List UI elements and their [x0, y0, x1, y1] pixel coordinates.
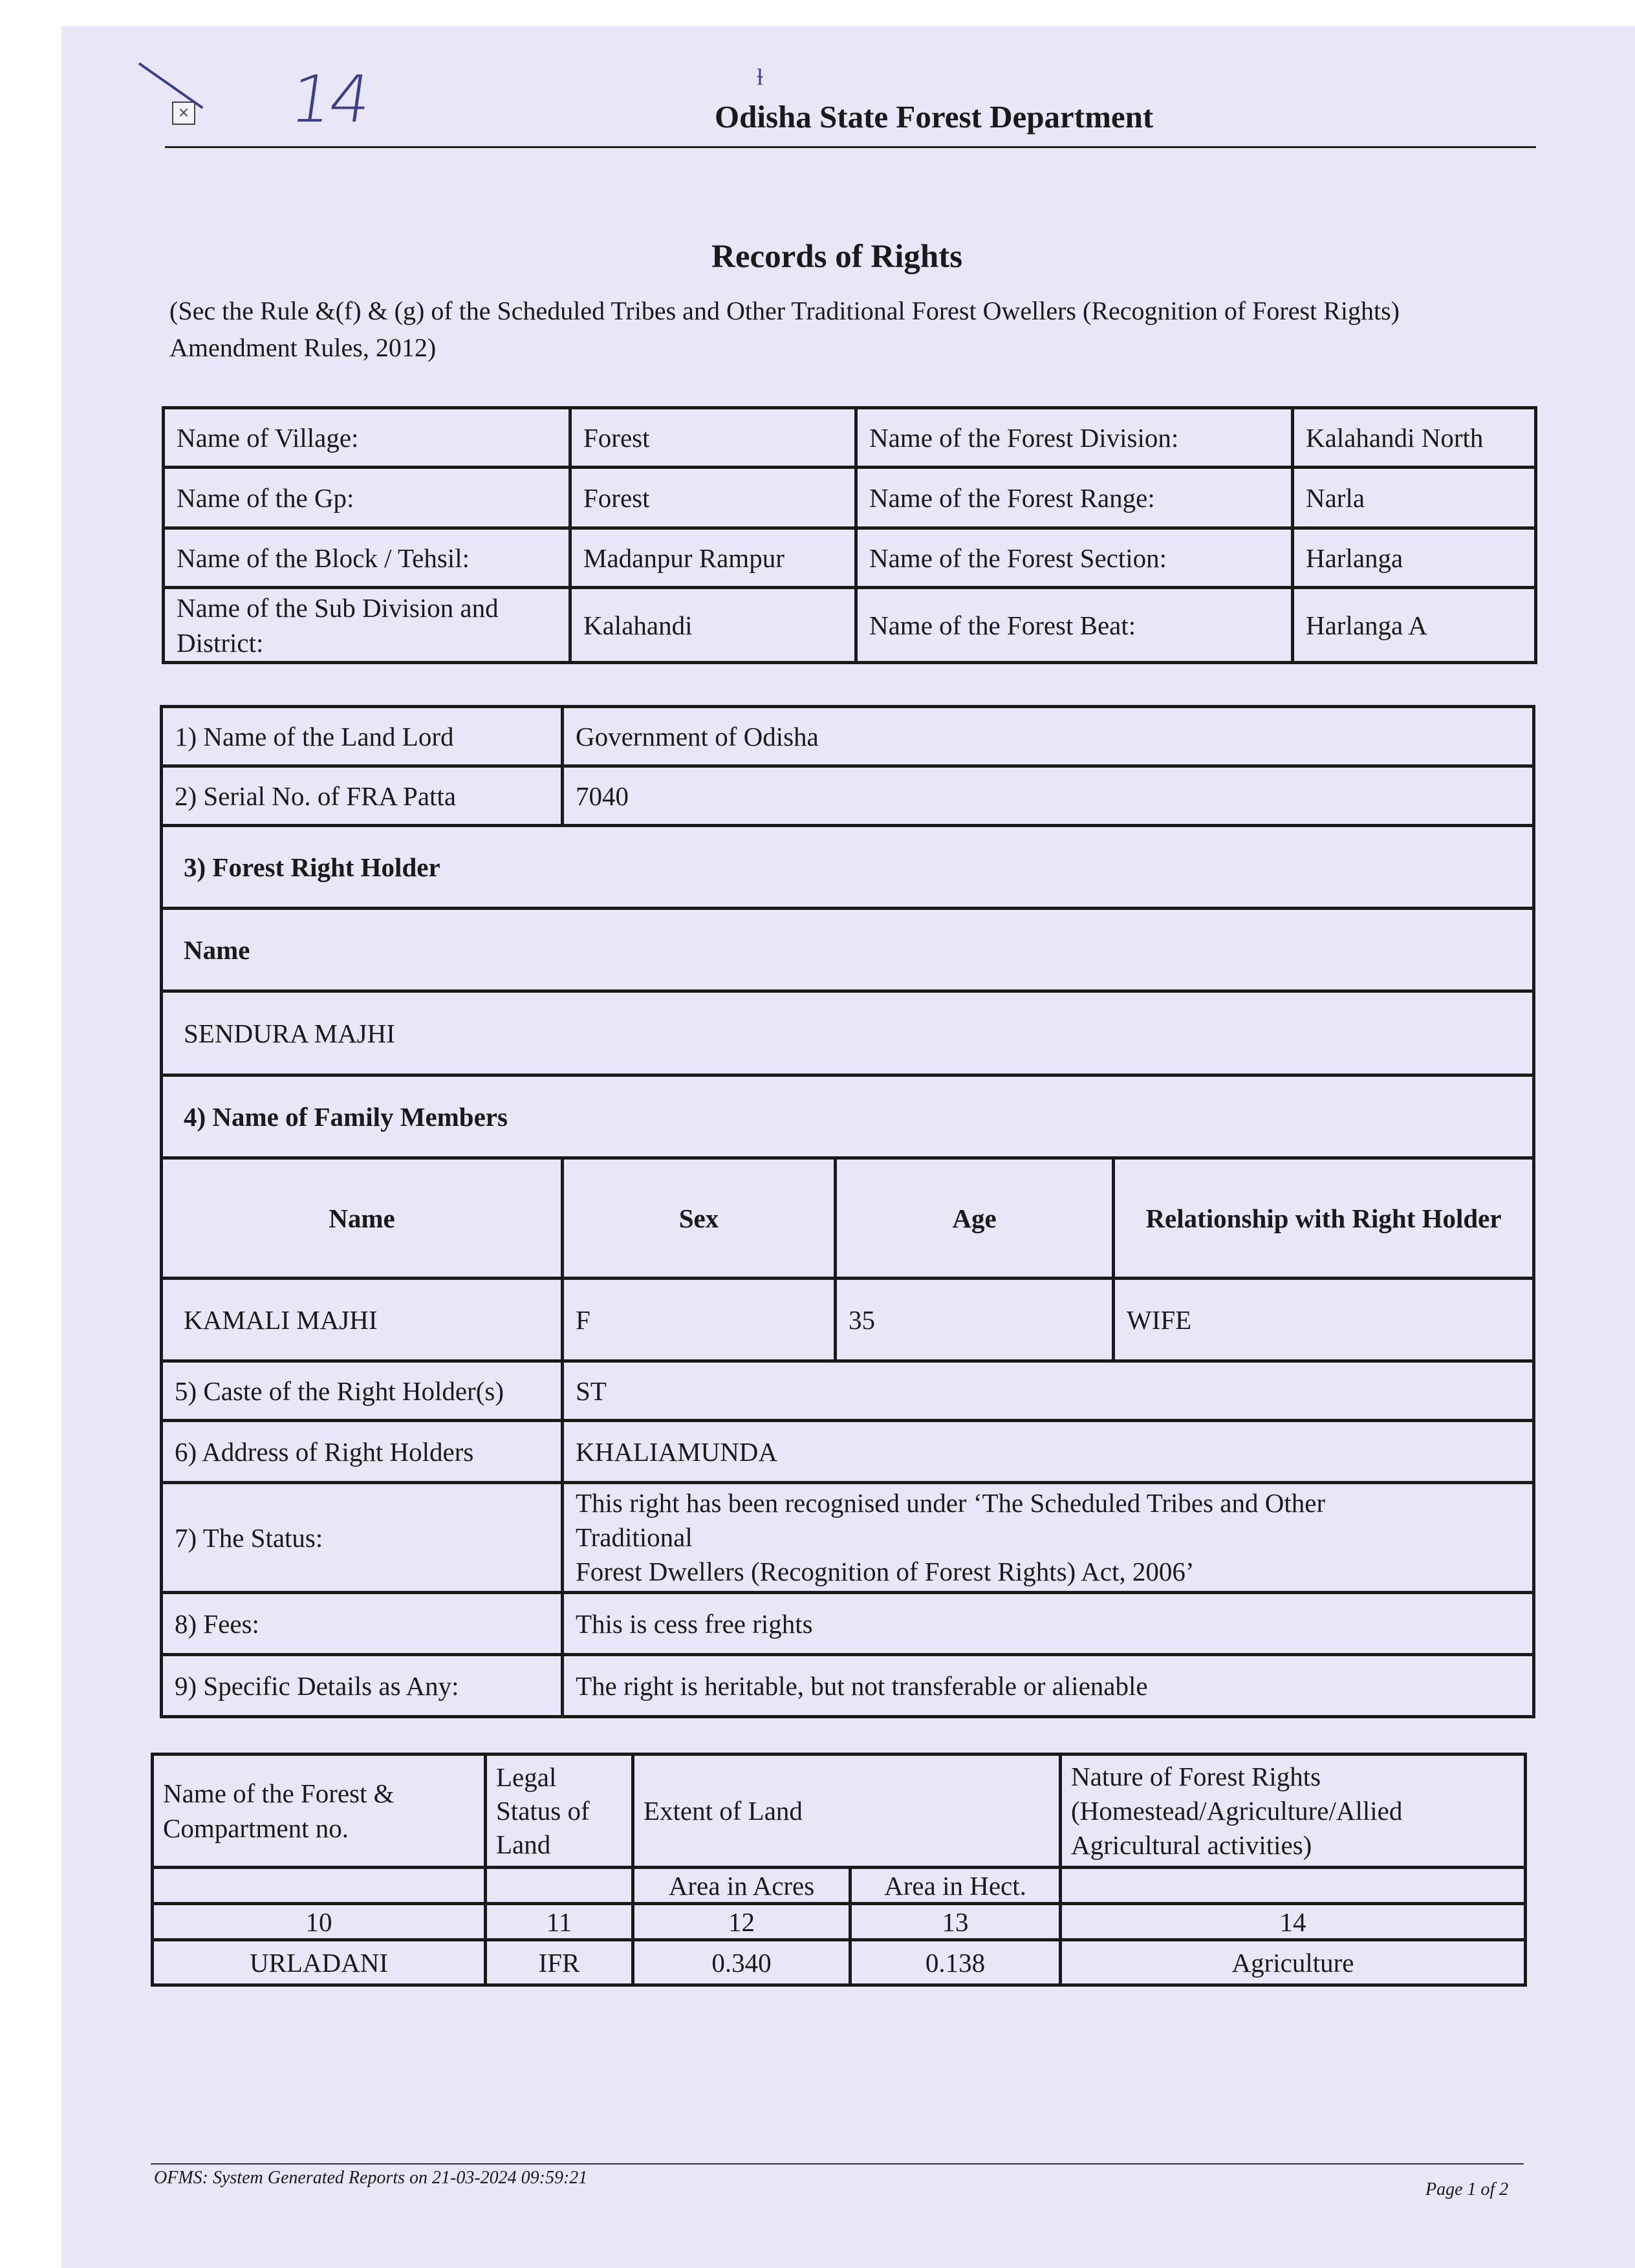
col-extent-of-land: Extent of Land	[633, 1755, 1061, 1868]
land-nature: Agriculture	[1061, 1940, 1526, 1985]
table-row	[162, 1279, 1534, 1361]
sub-area-acres: Area in Acres	[633, 1868, 850, 1904]
land-table	[151, 1753, 1527, 1987]
family-col-sex: Sex	[563, 1158, 836, 1279]
division-value: Kalahandi North	[1293, 408, 1536, 468]
member-age: 35	[836, 1279, 1114, 1361]
location-table	[162, 406, 1537, 664]
member-sex: F	[563, 1279, 836, 1361]
details-value: The right is heritable, but not transferable or alienable	[563, 1655, 1534, 1717]
document-title: Records of Rights	[711, 239, 963, 275]
village-value: Forest	[570, 408, 856, 468]
col-nature-of-rights: Nature of Forest Rights (Homestead/Agriculture/Allied Agricultural activities)	[1061, 1755, 1526, 1868]
col-number-11: 11	[486, 1904, 633, 1940]
land-hect: 0.138	[850, 1940, 1061, 1985]
sub-area-hect: Area in Hect.	[850, 1868, 1061, 1904]
holder-name: SENDURA MAJHI	[162, 991, 1534, 1075]
status-label: 7) The Status:	[162, 1483, 563, 1593]
header-rule	[165, 146, 1536, 148]
footer-page-number: Page 1 of 2	[1425, 2179, 1509, 2199]
handwritten-mark: ɫ	[757, 64, 764, 90]
fees-value: This is cess free rights	[563, 1593, 1534, 1655]
status-line-3: Forest Dwellers (Recognition of Forest Rights) Act, 2006’	[576, 1557, 1195, 1586]
family-col-age: Age	[836, 1158, 1114, 1279]
family-heading: 4) Name of Family Members	[162, 1075, 1534, 1158]
family-col-relation: Relationship with Right Holder	[1114, 1158, 1534, 1279]
col-number-14: 14	[1061, 1904, 1526, 1940]
address-value: KHALIAMUNDA	[563, 1421, 1534, 1483]
broken-image-icon: ×	[172, 102, 195, 125]
col-forest-compartment: Name of the Forest & Compartment no.	[153, 1755, 486, 1868]
range-value: Narla	[1293, 468, 1536, 528]
block-value: Madanpur Rampur	[570, 528, 856, 588]
rights-table	[160, 705, 1535, 1718]
status-line-2: Traditional	[576, 1522, 693, 1552]
subheader-blank	[1061, 1868, 1526, 1904]
member-name: KAMALI MAJHI	[162, 1279, 563, 1361]
division-label: Name of the Forest Division:	[856, 408, 1293, 468]
status-value	[563, 1483, 1534, 1593]
status-line-1: This right has been recognised under ‘The Scheduled Tribes and Other	[576, 1488, 1326, 1518]
serial-label: 2) Serial No. of FRA Patta	[162, 766, 563, 826]
land-forest: URLADANI	[153, 1940, 486, 1985]
caste-value: ST	[563, 1361, 1534, 1421]
caste-label: 5) Caste of the Right Holder(s)	[162, 1361, 563, 1421]
address-label: 6) Address of Right Holders	[162, 1421, 563, 1483]
gp-value: Forest	[570, 468, 856, 528]
holder-heading: 3) Forest Right Holder	[162, 826, 1534, 909]
handwritten-number: 14	[285, 61, 374, 137]
details-label: 9) Specific Details as Any:	[162, 1655, 563, 1717]
beat-value: Harlanga A	[1293, 588, 1536, 663]
col-number-10: 10	[153, 1904, 486, 1940]
document-subtitle: (Sec the Rule &(f) & (g) of the Scheduled Tribes and Other Traditional Forest Owellers (Recognition of Forest Rights) Amendment Rules, 2012)	[169, 296, 1400, 362]
subheader-blank	[153, 1868, 486, 1904]
subheader-blank	[486, 1868, 633, 1904]
col-number-12: 12	[633, 1904, 850, 1940]
fees-label: 8) Fees:	[162, 1593, 563, 1655]
family-col-name: Name	[162, 1158, 563, 1279]
landlord-label: 1) Name of the Land Lord	[162, 707, 563, 766]
subdivision-value: Kalahandi	[570, 588, 856, 663]
land-legal: IFR	[486, 1940, 633, 1985]
table-row	[153, 1940, 1526, 1985]
col-legal-status: Legal Status of Land	[486, 1755, 633, 1868]
footer-generated: OFMS: System Generated Reports on 21-03-2024 09:59:21	[154, 2168, 588, 2188]
subdivision-label: Name of the Sub Division and District:	[164, 588, 570, 663]
village-label: Name of Village:	[164, 408, 570, 468]
name-heading: Name	[162, 909, 1534, 991]
department-title: Odisha State Forest Department	[715, 99, 1154, 135]
member-relation: WIFE	[1114, 1279, 1534, 1361]
col-number-13: 13	[850, 1904, 1061, 1940]
gp-label: Name of the Gp:	[164, 468, 570, 528]
footer-rule	[151, 2163, 1524, 2165]
block-label: Name of the Block / Tehsil:	[164, 528, 570, 588]
beat-label: Name of the Forest Beat:	[856, 588, 1293, 663]
land-acres: 0.340	[633, 1940, 850, 1985]
landlord-value: Government of Odisha	[563, 707, 1534, 766]
section-value: Harlanga	[1293, 528, 1536, 588]
serial-value: 7040	[563, 766, 1534, 826]
section-label: Name of the Forest Section:	[856, 528, 1293, 588]
range-label: Name of the Forest Range:	[856, 468, 1293, 528]
